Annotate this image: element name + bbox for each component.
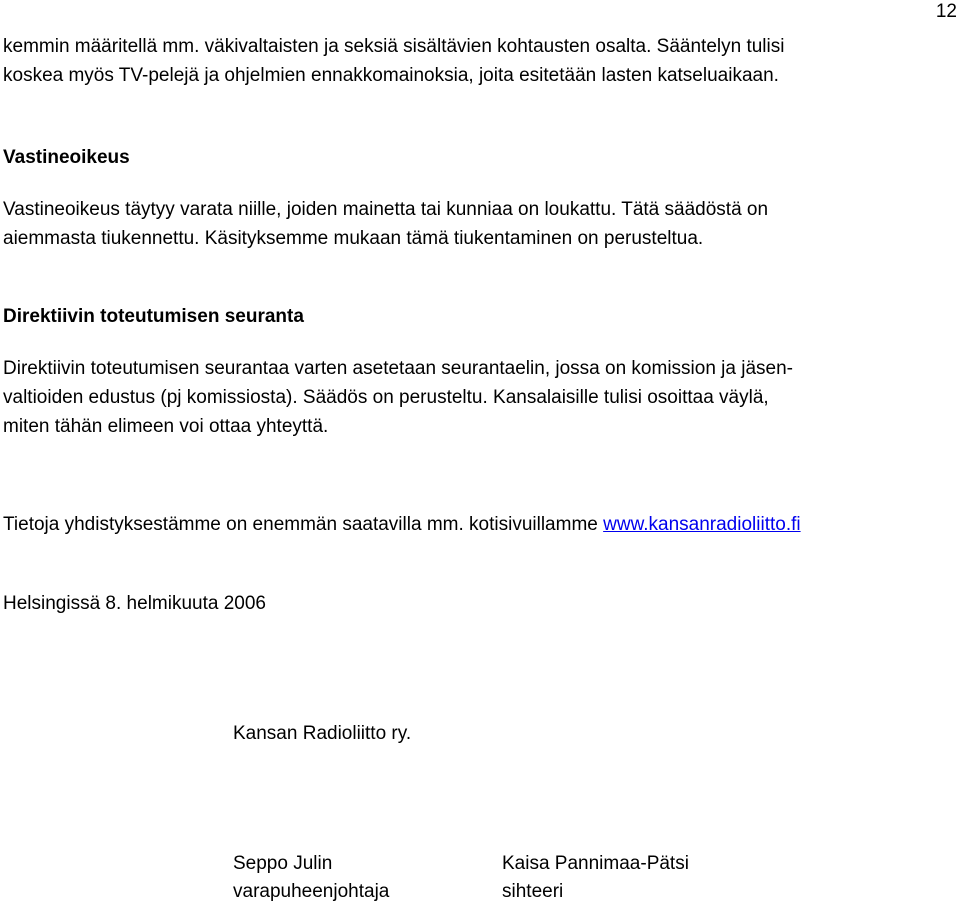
signatory-name: Seppo Julin	[233, 853, 333, 874]
place-date-text: Helsingissä 8. helmikuuta 2006	[3, 593, 266, 614]
seuranta-paragraph	[3, 354, 955, 441]
signatory-title: varapuheenjohtaja	[233, 881, 390, 902]
paragraph-line: aiemmasta tiukennettu. Käsityksemme mukaan tämä tiukentaminen on perusteltua.	[3, 228, 704, 249]
section-vastineoikeus	[3, 143, 955, 172]
intro-paragraph	[3, 32, 955, 90]
vastineoikeus-paragraph	[3, 195, 955, 253]
signatory-name: Kaisa Pannimaa-Pätsi	[502, 853, 689, 874]
page-number: 12	[935, 1, 957, 22]
signatory-2	[502, 850, 689, 906]
section-heading: Vastineoikeus	[3, 147, 130, 168]
section-heading: Direktiivin toteutumisen seuranta	[3, 306, 304, 327]
paragraph-line: koskea myös TV-pelejä ja ohjelmien ennakkomainoksia, joita esitetään lasten katseluaikaan.	[3, 65, 779, 86]
signatory-title: sihteeri	[502, 881, 564, 902]
paragraph-line: Direktiivin toteutumisen seurantaa varten asetetaan seurantaelin, jossa on komission ja jäsen-	[3, 358, 793, 379]
organization-name: Kansan Radioliitto ry.	[233, 723, 412, 744]
place-date	[3, 589, 955, 618]
signatory-1	[233, 850, 389, 906]
paragraph-line: Vastineoikeus täytyy varata niille, joiden mainetta tai kunniaa on loukattu. Tätä säädöstä on	[3, 199, 769, 220]
info-line	[3, 510, 955, 539]
website-link[interactable]: www.kansanradioliitto.fi	[603, 514, 801, 535]
section-seuranta	[3, 302, 955, 331]
paragraph-line: valtioiden edustus (pj komissiosta). Säädös on perusteltu. Kansalaisille tulisi osoittaa väylä,	[3, 387, 769, 408]
info-text: Tietoja yhdistyksestämme on enemmän saatavilla mm. kotisivuillamme	[3, 514, 604, 535]
info-paragraph	[3, 510, 955, 539]
paragraph-line: kemmin määritellä mm. väkivaltaisten ja seksiä sisältävien kohtausten osalta. Sääntelyn tulisi	[3, 36, 785, 57]
paragraph-line: miten tähän elimeen voi ottaa yhteyttä.	[3, 416, 329, 437]
